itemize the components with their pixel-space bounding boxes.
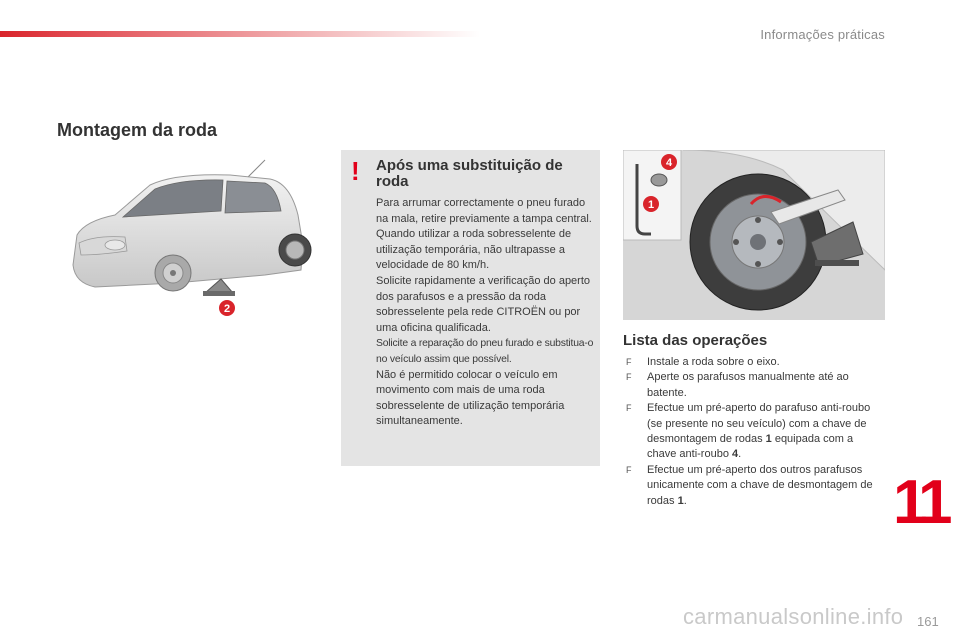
bullet-icon: F <box>626 464 632 475</box>
warning-paragraph: Para arrumar correctamente o pneu furado na mala, retire previamente a tampa central. <box>376 197 592 225</box>
callout-1-label: 1 <box>647 199 655 211</box>
chapter-header-title: Informações práticas <box>760 27 885 42</box>
operations-title: Lista das operações <box>623 332 768 349</box>
page-number: 161 <box>917 614 939 629</box>
operation-item: F Instale a roda sobre o eixo. <box>623 355 885 370</box>
warning-paragraph: Solicite rapidamente a verificação do aperto dos parafusos e a pressão da roda sobresselente pela rede CITROËN ou por uma oficina qualificada. <box>376 274 591 334</box>
callout-2-label: 2 <box>223 303 231 315</box>
chapter-number: 11 <box>893 468 947 537</box>
watermark: carmanualsonline.info <box>683 604 904 629</box>
operations-list <box>623 355 885 509</box>
bullet-icon: F <box>626 403 632 414</box>
section-title: Montagem da roda <box>57 120 218 140</box>
warning-paragraph: Quando utilizar a roda sobresselente de utilização temporária, não ultrapasse a velocidade de 80 km/h. <box>376 228 572 272</box>
callout-4-label: 4 <box>665 157 673 169</box>
wheel-illustration <box>623 150 885 320</box>
operation-item: F Aperte os parafusos manualmente até ao batente. <box>626 371 849 399</box>
warning-box <box>341 150 600 466</box>
header-accent-bar <box>0 31 480 37</box>
warning-body <box>376 196 596 430</box>
operation-item: F Efectue um pré-aperto do parafuso anti-roubo (se presente no seu veículo) com a chave de desmontagem de rodas 1 equipada com a chave anti-roubo 4. <box>626 402 871 461</box>
bullet-icon: F <box>626 357 632 367</box>
operation-item: F Efectue um pré-aperto dos outros parafusos unicamente com a chave de desmontagem de rodas 1. <box>626 463 873 507</box>
warning-icon: ! <box>351 156 360 186</box>
warning-paragraph: Solicite a reparação do pneu furado e substitua-o no veículo assim que possível. <box>376 338 594 365</box>
car-illustration <box>55 155 323 325</box>
warning-title: Após uma substituição de roda <box>376 157 563 190</box>
bullet-icon: F <box>626 372 632 383</box>
warning-paragraph: Não é permitido colocar o veículo em movimento com mais de uma roda sobresselente de utilização temporária simultaneamente. <box>376 368 565 428</box>
